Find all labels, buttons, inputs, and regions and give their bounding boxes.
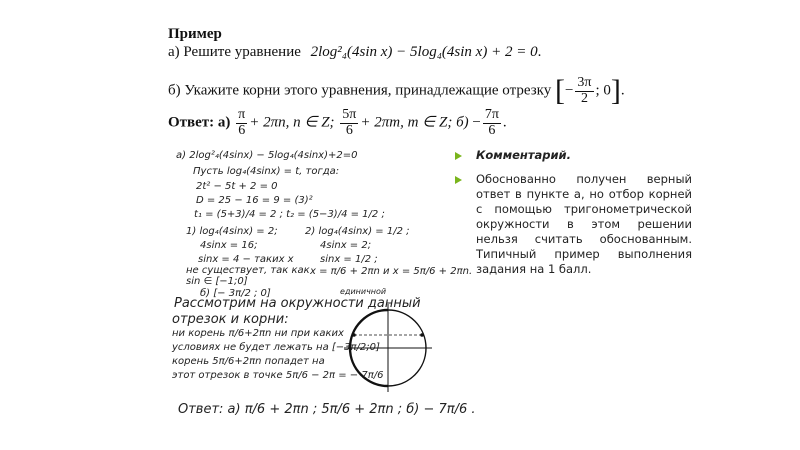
answer-1-fraction: $\frac{\pi}{6}$ [238,107,246,138]
hw-line-9a: не существует, так как [186,265,310,276]
hw-line-7a: 4sinx = 16; [200,240,258,251]
answer-label: Ответ: [168,114,215,131]
hw-note-unit: единичной [340,287,387,296]
hw-line-8a: sinx = 4 − таких x [198,254,294,265]
interval-open-bracket: [ [554,74,565,108]
answer-1-tail: + 2πn, n ∈ Z; [249,114,335,131]
comment-title: Комментарий. [476,148,571,162]
hw-line-1: а) 2log²₄(4sinx) − 5log₄(4sinx)+2=0 [176,150,358,161]
hw-line-12: Рассмотрим на окружности данный [174,296,421,311]
task-answer [168,108,507,138]
hw-line-10a: sin ∈ [−1;0] [186,276,248,287]
interval-end: ; 0 [595,82,611,99]
hw-line-8b: sinx = 1/2 ; [320,254,378,265]
hw-line-17: этот отрезок в точке 5π/6 − 2π = − 7π/6 [172,370,384,381]
unit-circle-diagram [340,300,436,396]
part-a-prefix: а) Решите уравнение [168,44,301,60]
answer-3-minus: − [472,114,481,131]
answer-2-tail: + 2πm, m ∈ Z; б) [360,114,469,131]
hw-line-6a: 1) log₄(4sinx) = 2; [186,226,278,237]
hw-line-7b: 4sinx = 2; [320,240,372,251]
comment-body-bullet [455,176,462,184]
hw-line-14: ни корень π/6+2πn ни при каких [172,328,344,339]
comment-title-bullet [455,152,462,160]
task-part-b [168,76,625,106]
circle-point-pi6 [420,333,424,337]
hw-line-9b: x = π/6 + 2πn и x = 5π/6 + 2πn. [310,266,473,277]
interval-minus: − [564,82,574,99]
hw-line-3: 2t² − 5t + 2 = 0 [196,181,278,192]
hw-line-18: Ответ: а) π/6 + 2πn ; 5π/6 + 2πn ; б) − 7π/6 . [178,402,476,417]
part-a-equation: 2log²₄(4sin x) − 5log₄(4sin x) + 2 = 0 [310,44,538,60]
interval-close-bracket: ] [610,74,621,108]
part-b-prefix: б) Укажите корни этого уравнения, принадлежащие отрезку [168,82,552,99]
comment-body: Обоснованно получен верный ответ в пункте а, но отбор корней с помощью тригонометрической окружности в этом решении нельзя считать обоснованным. Типичный пример выполнения задания на 1 балл. [476,172,692,276]
part-b-end: . [620,82,625,99]
hw-line-2: Пусть log₄(4sinx) = t, тогда: [193,166,340,177]
answer-2-fraction: $\frac{5\pi}{6}$ [342,107,357,138]
answer-end: . [502,114,507,131]
hw-line-16: корень 5π/6+2πn попадет на [172,356,325,367]
task-heading: Пример [168,26,222,42]
part-a-end: . [537,44,542,60]
hw-line-4: D = 25 − 16 = 9 = (3)² [196,195,313,206]
hw-line-6b: 2) log₄(4sinx) = 1/2 ; [305,226,410,237]
answer-3-fraction: $\frac{7\pi}{6}$ [484,107,499,138]
hw-line-5: t₁ = (5+3)/4 = 2 ; t₂ = (5−3)/4 = 1/2 ; [194,209,385,220]
hw-line-15: условиях не будет лежать на [−3π/2;0] [172,342,380,353]
interval-fraction: $\frac{3\pi}{2}$ [577,75,592,106]
hw-line-11: б) [− 3π/2 ; 0] [200,288,271,299]
task-part-a [168,44,541,61]
answer-a: а) [217,114,231,131]
hw-line-13: отрезок и корни: [172,312,289,327]
circle-point-5pi6 [352,333,356,337]
